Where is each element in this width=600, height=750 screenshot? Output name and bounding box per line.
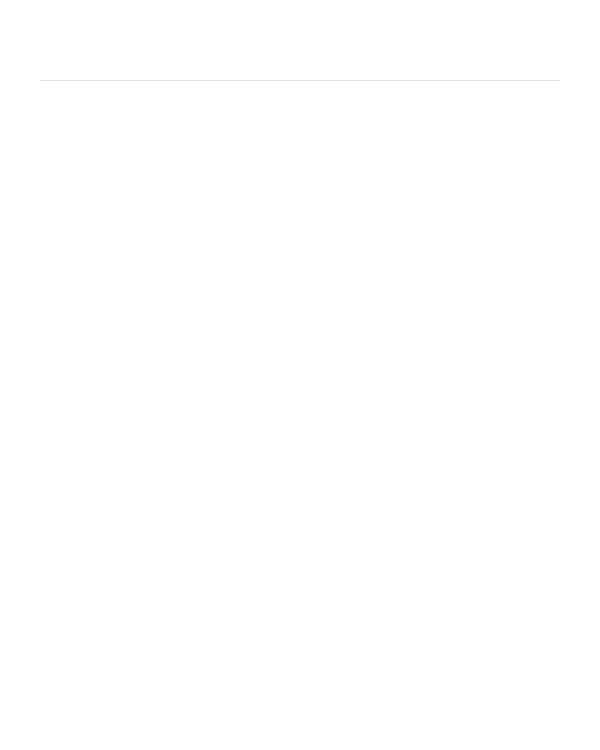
page-header bbox=[40, 32, 560, 81]
page-footer bbox=[40, 702, 560, 718]
page-body bbox=[40, 97, 560, 686]
